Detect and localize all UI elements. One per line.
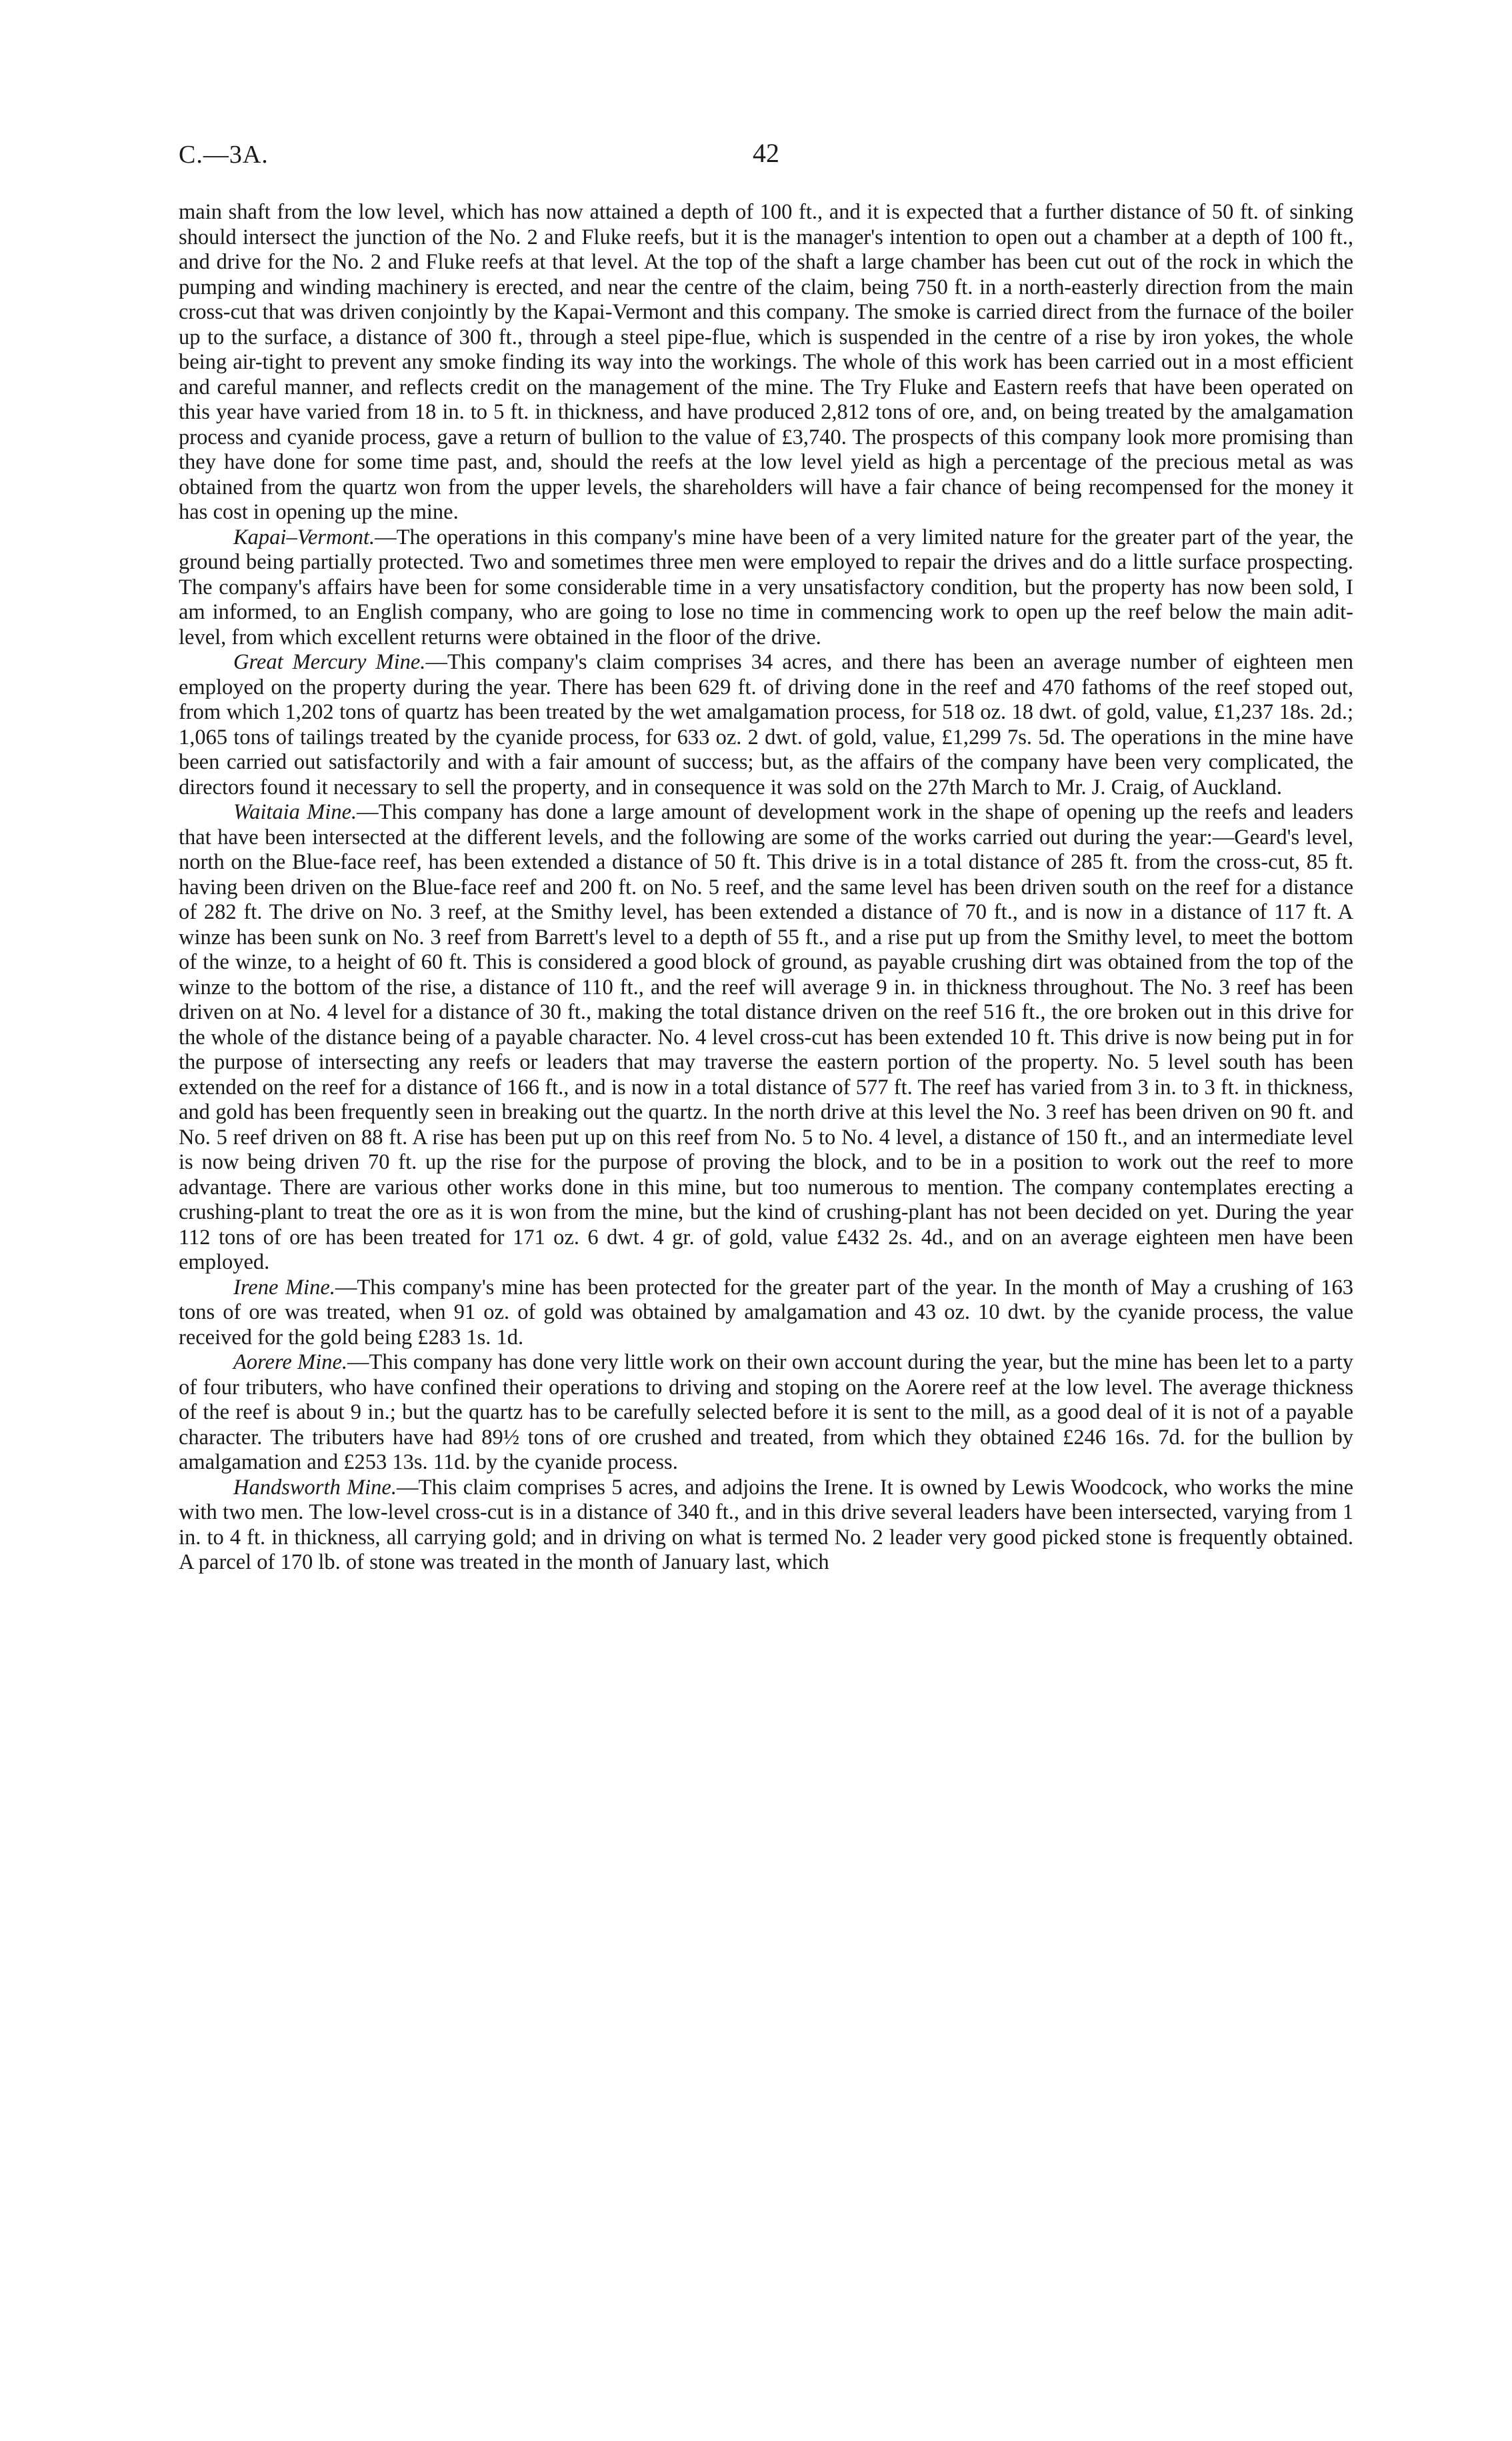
paragraph-text: —The operations in this company's mine have been of a very limited nature for the greater part of the year, the ground being partially protected. Two and sometimes three men were employed to repair the drives and do a little surface prospecting. The company's affairs have been for some considerable time in a very unsatisfactory condition, but the property has now been sold, I am informed, to an English company, who are going to lose no time in commencing work to open up the reef below the main adit-level, from which excellent returns were obtained in the floor of the drive. xyxy=(179,525,1353,649)
document-reference: C.—3A. xyxy=(179,141,269,169)
paragraph-aorere-mine xyxy=(179,1350,1353,1476)
paragraph-irene-mine xyxy=(179,1276,1353,1351)
page-number: 42 xyxy=(753,138,779,168)
paragraph-kapai-vermont xyxy=(179,525,1353,651)
paragraph-lead: Aorere Mine. xyxy=(233,1350,348,1374)
paragraph-lead: Waitaia Mine. xyxy=(233,800,357,824)
page-header xyxy=(179,133,1353,193)
paragraph-lead: Great Mercury Mine. xyxy=(233,650,426,674)
paragraph-text: —This company has done a large amount of development work in the shape of opening up the reefs and leaders that have been intersected at the different levels, and the following are some of the works carried out during the year:—Geard's level, north on the Blue-face reef, has been extended a distance of 50 ft. This drive is in a total distance of 285 ft. from the cross-cut, 85 ft. having been driven on the Blue-face reef and 200 ft. on No. 5 reef, and the same level has been driven south on the reef for a distance of 282 ft. The drive on No. 3 reef, at the Smithy level, has been extended a distance of 70 ft., and is now in a distance of 117 ft. A winze has been sunk on No. 3 reef from Barrett's level to a depth of 55 ft., and a rise put up from the Smithy level, to meet the bottom of the winze, to a height of 60 ft. This is considered a good block of ground, as payable crushing dirt was obtained from the top of the winze to the bottom of the rise, a distance of 110 ft., and the reef will average 9 in. in thickness throughout. The No. 3 reef has been driven on at No. 4 level for a distance of 30 ft., making the total distance driven on the reef 516 ft., the ore broken out in this drive for the whole of the distance being of a payable character. No. 4 level cross-cut has been extended 10 ft. This drive is now being put in for the purpose of intersecting any reefs or leaders that may traverse the eastern portion of the property. No. 5 level south has been extended on the reef for a distance of 166 ft., and is now in a total distance of 577 ft. The reef has varied from 3 in. to 3 ft. in thickness, and gold has been frequently seen in breaking out the quartz. In the north drive at this level the No. 3 reef has been driven on 90 ft. and No. 5 reef driven on 88 ft. A rise has been put up on this reef from No. 5 to No. 4 level, a distance of 150 ft., and an intermediate level is now being driven 70 ft. up the rise for the purpose of proving the block, and to be in a position to work out the reef to more advantage. There are various other works done in this mine, but too numerous to mention. The company contemplates erecting a crushing-plant to treat the ore as it is won from the mine, but the kind of crushing-plant has not been decided on yet. During the year 112 tons of ore has been treated for 171 oz. 6 dwt. 4 gr. of gold, value £432 2s. 4d., and on an average eighteen men have been employed. xyxy=(179,800,1353,1274)
paragraph-waitaia-mine xyxy=(179,800,1353,1276)
paragraph-lead: Handsworth Mine. xyxy=(233,1475,397,1500)
paragraph-text: —This claim comprises 5 acres, and adjoins the Irene. It is owned by Lewis Woodcock, who works the mine with two men. The low-level cross-cut is in a distance of 340 ft., and in this drive several leaders have been intersected, varying from 1 in. to 4 ft. in thickness, all carrying gold; and in driving on what is termed No. 2 leader very good picked stone is frequently obtained. A parcel of 170 lb. of stone was treated in the month of January last, which xyxy=(179,1475,1353,1574)
paragraph-great-mercury-mine xyxy=(179,650,1353,800)
paragraph-text: —This company's claim comprises 34 acres, and there has been an average number of eighteen men employed on the property during the year. There has been 629 ft. of driving done in the reef and 470 fathoms of the reef stoped out, from which 1,202 tons of quartz has been treated by the wet amalgamation process, for 518 oz. 18 dwt. of gold, value, £1,237 18s. 2d.; 1,065 tons of tailings treated by the cyanide process, for 633 oz. 2 dwt. of gold, value, £1,299 7s. 5d. The operations in the mine have been carried out satisfactorily and with a fair amount of success; but, as the affairs of the company have been very complicated, the directors found it necessary to sell the property, and in consequence it was sold on the 27th March to Mr. J. Craig, of Auckland. xyxy=(179,650,1353,799)
report-body xyxy=(179,200,1353,1576)
document-page xyxy=(179,133,1353,1576)
paragraph-text: —This company has done very little work on their own account during the year, but the mine has been let to a party of four tributers, who have confined their operations to driving and stoping on the Aorere reef at the low level. The average thickness of the reef is about 9 in.; but the quartz has to be carefully selected before it is sent to the mill, as a good deal of it is not of a payable character. The tributers have had 89½ tons of ore crushed and treated, from which they obtained £246 16s. 7d. for the bullion by amalgamation and £253 13s. 11d. by the cyanide process. xyxy=(179,1350,1353,1474)
paragraph-handsworth-mine xyxy=(179,1476,1353,1576)
paragraph-lead: Kapai–Vermont. xyxy=(233,525,375,549)
paragraph-text: main shaft from the low level, which has now attained a depth of 100 ft., and it is expected that a further distance of 50 ft. of sinking should intersect the junction of the No. 2 and Fluke reefs, but it is the manager's intention to open out a chamber at a depth of 100 ft., and drive for the No. 2 and Fluke reefs at that level. At the top of the shaft a large chamber has been cut out of the rock in which the pumping and winding machinery is erected, and near the centre of the claim, being 750 ft. in a north-easterly direction from the main cross-cut that was driven conjointly by the Kapai-Vermont and this company. The smoke is carried direct from the furnace of the boiler up to the surface, a distance of 300 ft., through a steel pipe-flue, which is suspended in the centre of a rise by iron yokes, the whole being air-tight to prevent any smoke finding its way into the workings. The whole of this work has been carried out in a most efficient and careful manner, and reflects credit on the management of the mine. The Try Fluke and Eastern reefs that have been operated on this year have varied from 18 in. to 5 ft. in thickness, and have produced 2,812 tons of ore, and, on being treated by the amalgamation process and cyanide process, gave a return of bullion to the value of £3,740. The prospects of this company look more promising than they have done for some time past, and, should the reefs at the low level yield as high a percentage of the precious metal as was obtained from the quartz won from the upper levels, the shareholders will have a fair chance of being recompensed for the money it has cost in opening up the mine. xyxy=(179,200,1353,524)
paragraph-continued xyxy=(179,200,1353,525)
paragraph-text: —This company's mine has been protected for the greater part of the year. In the month of May a crushing of 163 tons of ore was treated, when 91 oz. of gold was obtained by amalgamation and 43 oz. 10 dwt. by the cyanide process, the value received for the gold being £283 1s. 1d. xyxy=(179,1275,1353,1350)
paragraph-lead: Irene Mine. xyxy=(233,1275,335,1300)
